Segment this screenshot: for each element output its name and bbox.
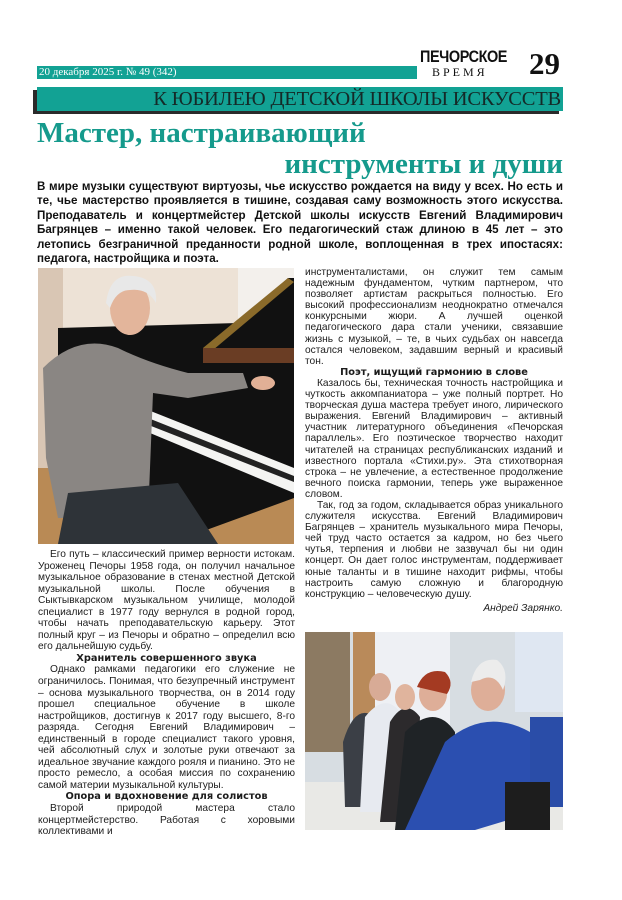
photo-audience [305,632,563,830]
logo-line-2: ВРЕМЯ [432,65,488,79]
subheading: Хранитель совершенного звука [76,652,257,664]
left-column [38,549,295,849]
section-rubric: К ЮБИЛЕЮ ДЕТСКОЙ ШКОЛЫ ИСКУССТВ [37,87,563,111]
page-number: 29 [529,46,560,81]
paragraph: Второй природой мастера стало концертмейстерство. Работая с хоровыми коллективами и [38,803,295,838]
subheading: Поэт, ищущий гармонию в слове [340,366,528,378]
logo-line-1: ПЕЧОРСКОЕ [420,47,508,66]
paragraph: Его путь – классический пример верности истокам. Уроженец Печоры 1958 года, он получил начальное музыкальное образование в стенах местной Детской музыкальной школы. После обучения в Сыктывкарском музыкальном училище, молодой специалист в 1977 году вернулся в родной город, чтобы начать преподавательскую карьеру. Этот полный круг – из Печоры и обратно – определил всю его дальнейшую судьбу. [38,549,295,653]
subheading: Опора и вдохновение для солистов [65,791,268,803]
article-title [37,118,563,180]
article-lead: В мире музыки существуют виртуозы, чье искусство рождается на виду у всех. Но есть и те, чье мастерство проявляется в тишине, создавая саму возможность этого искусства. Преподаватель и концертмейстер Детской школы искусств Евгений Владимирович Багрянцев – именно такой человек. Его педагогический стаж длиною в 45 лет – это летопись безграничной преданности родной школе, воплощенная в трех ипостасях: педагога, настройщика и поэта. [37,180,563,266]
title-line-2: инструменты и души [284,148,563,180]
paragraph: инструменталистами, он служит тем самым надежным фундаментом, чутким партнером, что позволяет артистам раскрыться полностью. Его высокий профессионализм неоднократно отмечался конкурсными жюри. А лучшей оценкой педагогического дара стали ученики, связавшие жизнь с музыкой, – те, в чьих судьбах он навсегда остался человеком, задавшим верный и красивый тон. [305,267,563,367]
author-signature: Андрей Зарянко. [483,602,563,614]
paragraph: Казалось бы, техническая точность настройщика и чуткость аккомпаниатора – уже полный портрет. Но творческая душа мастера требует иного, лирического выражения. Евгений Владимирович – активный участник литературного объединения «Печорская параллель». Его поэтическое творчество находит читателей на страницах республиканских изданий и известного портала «Стихи.ру». Эта стихотворная строка – не увлечение, а естественное продолжение вечного поиска гармонии, теперь уже выраженное словом. [305,377,563,500]
paragraph: Однако рамками педагогики его служение не ограничилось. Понимая, что безупречный инструмент – основа музыкального творчества, он в 2014 году прошел специальное обучение в школе настройщиков, достигнув к 2017 году высшего, 8-го разряда. Сегодня Евгений Владимирович – единственный в городе специалист такого уровня, чей абсолютный слух и золотые руки отвечают за идеальное звучание каждого рояля и пианино. Это не просто ремесло, а особая миссия по сохранению самой материи музыкальной культуры. [38,664,295,791]
title-line-1: Мастер, настраивающий [37,117,366,149]
newspaper-logo [420,48,524,80]
photo-teacher-at-piano [38,268,294,544]
right-column [305,267,563,614]
paragraph: Так, год за годом, складывается образ уникального служителя искусства. Евгений Владимирович Багрянцев – хранитель музыкального мира Печоры, чей труд часто остается за кадром, но без чьего чутья, терпения и любви не зазвучал бы ни один концерт. Он дает голос инструментам, поддерживает юные таланты и в тишине находит рифмы, чтобы настроить самую сложную и благородную конструкцию – человеческую душу. [305,499,563,600]
issue-date-bar: 20 декабря 2025 г. № 49 (342) [37,66,417,79]
